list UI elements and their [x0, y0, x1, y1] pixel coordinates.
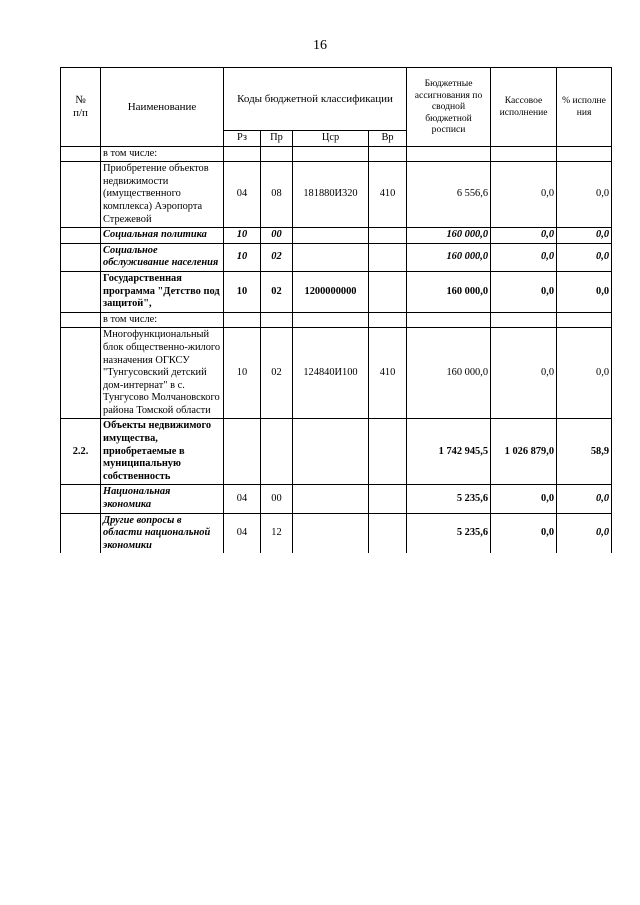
cell-name: Объекты недвижимого имущества, приобретаемые в муниципальную собственность: [101, 419, 224, 485]
cell-num: [61, 271, 101, 312]
cell-percent: 0,0: [557, 243, 612, 271]
cell-percent: 0,0: [557, 271, 612, 312]
cell-rz: 10: [224, 243, 261, 271]
cell-num: [61, 243, 101, 271]
cell-name: в том числе:: [101, 146, 224, 162]
cell-name: Социальная политика: [101, 228, 224, 244]
cell-rz: 10: [224, 328, 261, 419]
cell-rz: 04: [224, 162, 261, 228]
cell-csr: [293, 146, 369, 162]
cell-percent: 0,0: [557, 513, 612, 553]
header-pr: Пр: [261, 131, 293, 147]
page-number: 16: [313, 38, 327, 53]
cell-cash: [491, 312, 557, 328]
cell-cash: 0,0: [491, 485, 557, 513]
header-budget: Бюджетные ассигнования по сводной бюджетной росписи: [407, 68, 491, 147]
header-percent: % исполне ния: [557, 68, 612, 147]
table-row: [61, 312, 612, 328]
cell-name: Другие вопросы в области национальной экономики: [101, 513, 224, 553]
cell-pr: 08: [261, 162, 293, 228]
cell-percent: 0,0: [557, 162, 612, 228]
cell-name: в том числе:: [101, 312, 224, 328]
cell-num: [61, 162, 101, 228]
cell-budget: [407, 146, 491, 162]
cell-name: Социальное обслуживание населения: [101, 243, 224, 271]
cell-cash: 0,0: [491, 243, 557, 271]
cell-num: [61, 485, 101, 513]
header-cash: Кассовое исполнение: [491, 68, 557, 147]
header-csr: Цср: [293, 131, 369, 147]
header-codes: Коды бюджетной классификации: [224, 68, 407, 131]
cell-pr: 02: [261, 328, 293, 419]
cell-csr: [293, 243, 369, 271]
cell-name: Государственная программа "Детство под защитой",: [101, 271, 224, 312]
cell-rz: 10: [224, 228, 261, 244]
cell-budget: [407, 312, 491, 328]
cell-budget: 5 235,6: [407, 513, 491, 553]
cell-vr: [369, 485, 407, 513]
table-body: [61, 146, 612, 553]
cell-name: Многофункциональный блок общественно-жилого назначения ОГКСУ "Тунгусовский детский дом-интернат" в с. Тунгусово Молчановского района Томской области: [101, 328, 224, 419]
header-rz: Рз: [224, 131, 261, 147]
cell-rz: 04: [224, 485, 261, 513]
cell-rz: [224, 146, 261, 162]
cell-percent: [557, 146, 612, 162]
cell-budget: 6 556,6: [407, 162, 491, 228]
cell-budget: 160 000,0: [407, 271, 491, 312]
cell-percent: 58,9: [557, 419, 612, 485]
cell-num: [61, 328, 101, 419]
table-row: [61, 162, 612, 228]
cell-vr: [369, 243, 407, 271]
cell-csr: 1200000000: [293, 271, 369, 312]
cell-pr: 02: [261, 243, 293, 271]
table-row: [61, 146, 612, 162]
cell-num: [61, 146, 101, 162]
table-row: [61, 419, 612, 485]
header-num: № п/п: [61, 68, 101, 147]
cell-csr: [293, 485, 369, 513]
cell-budget: 160 000,0: [407, 243, 491, 271]
cell-csr: 124840И100: [293, 328, 369, 419]
cell-name: Национальная экономика: [101, 485, 224, 513]
cell-cash: 0,0: [491, 328, 557, 419]
cell-pr: 00: [261, 228, 293, 244]
cell-vr: [369, 146, 407, 162]
cell-vr: 410: [369, 162, 407, 228]
cell-cash: [491, 146, 557, 162]
cell-csr: 181880И320: [293, 162, 369, 228]
cell-csr: [293, 513, 369, 553]
cell-vr: [369, 312, 407, 328]
cell-percent: [557, 312, 612, 328]
cell-pr: 12: [261, 513, 293, 553]
header-row: [61, 68, 612, 131]
table-row: [61, 513, 612, 553]
cell-cash: 0,0: [491, 513, 557, 553]
cell-vr: [369, 513, 407, 553]
table-row: [61, 328, 612, 419]
cell-pr: 02: [261, 271, 293, 312]
table-row: [61, 243, 612, 271]
cell-percent: 0,0: [557, 485, 612, 513]
cell-csr: [293, 419, 369, 485]
header-vr: Вр: [369, 131, 407, 147]
cell-csr: [293, 312, 369, 328]
cell-cash: 1 026 879,0: [491, 419, 557, 485]
cell-num: [61, 513, 101, 553]
cell-budget: 160 000,0: [407, 328, 491, 419]
cell-budget: 5 235,6: [407, 485, 491, 513]
cell-budget: 160 000,0: [407, 228, 491, 244]
cell-vr: 410: [369, 328, 407, 419]
cell-rz: 10: [224, 271, 261, 312]
cell-percent: 0,0: [557, 228, 612, 244]
cell-vr: [369, 228, 407, 244]
table-row: [61, 271, 612, 312]
cell-name: Приобретение объектов недвижимости (имущественного комплекса) Аэропорта Стрежевой: [101, 162, 224, 228]
cell-rz: [224, 419, 261, 485]
cell-rz: [224, 312, 261, 328]
table-row: [61, 228, 612, 244]
cell-num: 2.2.: [61, 419, 101, 485]
cell-pr: 00: [261, 485, 293, 513]
cell-percent: 0,0: [557, 328, 612, 419]
cell-budget: 1 742 945,5: [407, 419, 491, 485]
budget-table: [60, 67, 612, 553]
cell-pr: [261, 146, 293, 162]
header-name: Наименование: [101, 68, 224, 147]
cell-num: [61, 312, 101, 328]
cell-num: [61, 228, 101, 244]
table-row: [61, 485, 612, 513]
cell-cash: 0,0: [491, 228, 557, 244]
cell-cash: 0,0: [491, 162, 557, 228]
cell-pr: [261, 312, 293, 328]
cell-rz: 04: [224, 513, 261, 553]
cell-cash: 0,0: [491, 271, 557, 312]
cell-vr: [369, 271, 407, 312]
cell-pr: [261, 419, 293, 485]
cell-vr: [369, 419, 407, 485]
cell-csr: [293, 228, 369, 244]
